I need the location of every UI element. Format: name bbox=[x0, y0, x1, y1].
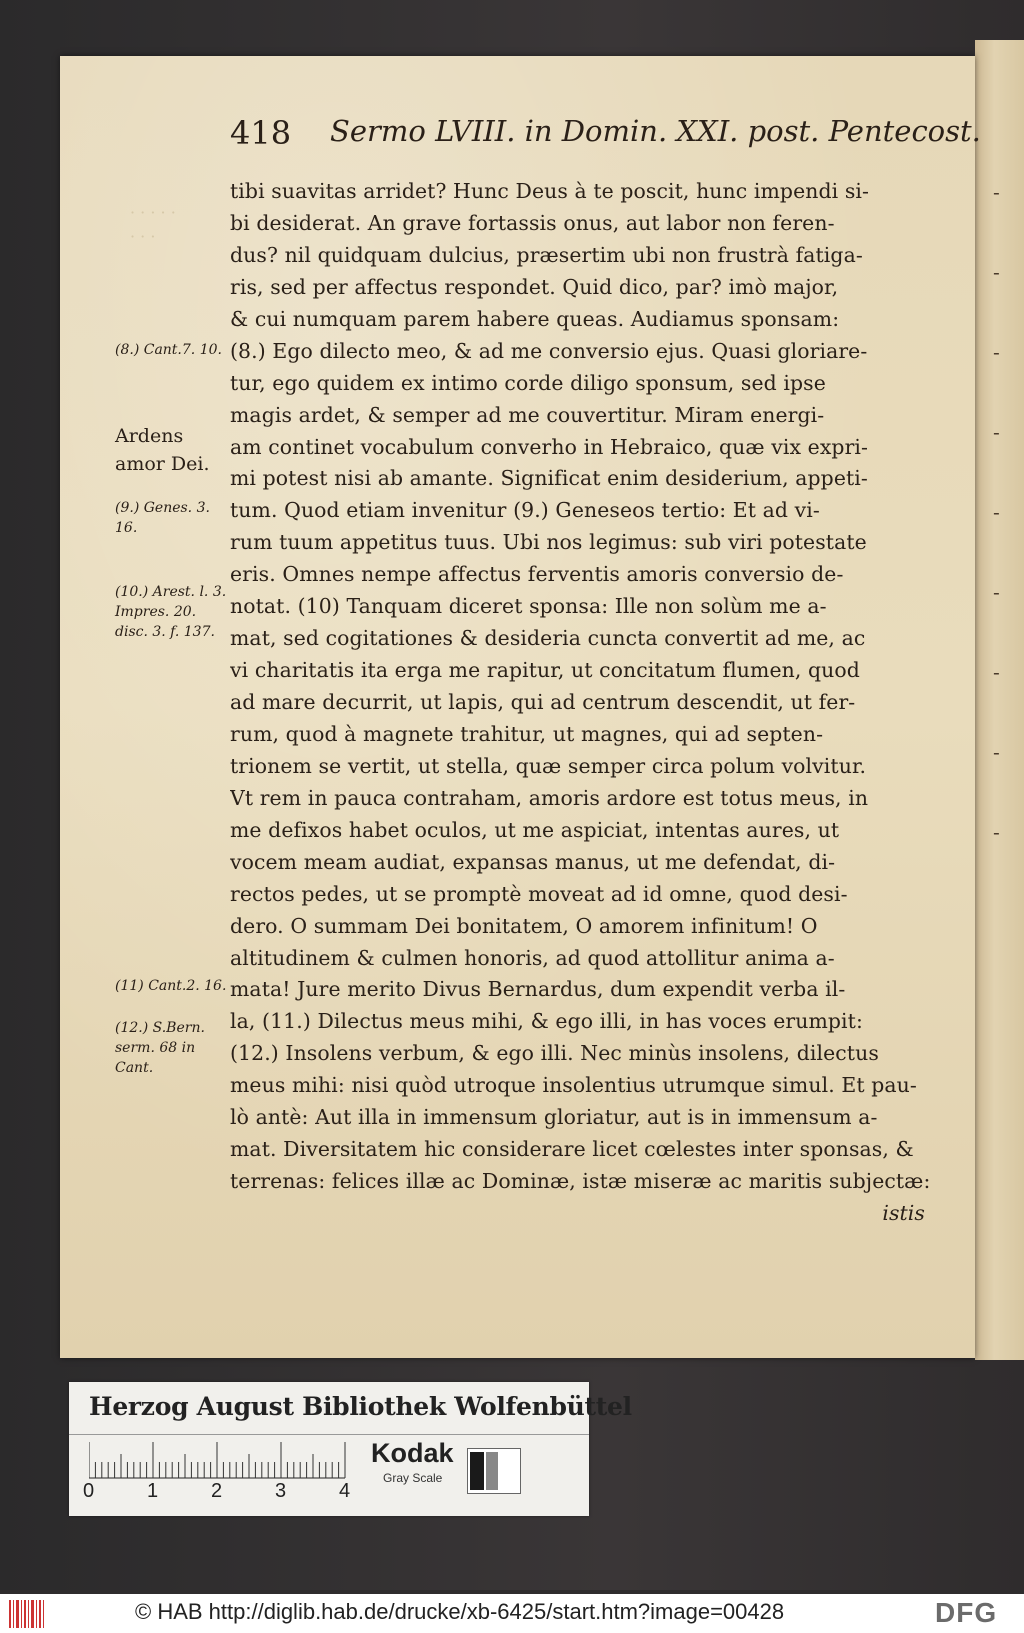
library-name: Herzog August Bibliothek Wolfenbüttel bbox=[89, 1392, 632, 1421]
text-line: mat, sed cogitationes & desideria cuncta convertit ad me, ac bbox=[230, 626, 866, 651]
text-line: bi desiderat. An grave fortassis onus, aut labor non feren- bbox=[230, 210, 835, 235]
ruler-label: 4 bbox=[339, 1480, 351, 1502]
text-line: (8.) Ego dilecto meo, & ad me conversio ejus. Quasi gloriare- bbox=[230, 338, 868, 363]
footer-bar bbox=[0, 1594, 1024, 1633]
text-line: notat. (10) Tanquam diceret sponsa: Ille non solùm me a- bbox=[230, 594, 827, 619]
ruler-label: 1 bbox=[147, 1480, 159, 1502]
ruler-label: 3 bbox=[275, 1480, 287, 1502]
text-line: rum tuum appetitus tuus. Ubi nos legimus: sub viri potestate bbox=[230, 530, 867, 555]
text-line: Vt rem in pauca contraham, amoris ardore est totus meus, in bbox=[230, 785, 869, 810]
bleed-through-marks: · · · · · · · · bbox=[130, 203, 176, 246]
text-line: eris. Omnes nempe affectus ferventis amoris conversio de- bbox=[230, 562, 844, 587]
text-line: me defixos habet oculos, ut me aspiciat, intentas aures, ut bbox=[230, 817, 840, 842]
text-line: vi charitatis ita erga me rapitur, ut concitatum flumen, quod bbox=[230, 658, 860, 683]
ruler bbox=[83, 1442, 419, 1508]
text-line: rectos pedes, ut se promptè moveat ad id omne, quod desi- bbox=[230, 881, 848, 906]
ruler-label: 2 bbox=[211, 1480, 223, 1502]
margin-note: (10.) Arest. l. 3. Impres. 20. disc. 3. f. 137. bbox=[115, 584, 227, 640]
dfg-logo: DFG bbox=[935, 1597, 998, 1628]
margin-note: (9.) Genes. 3. 16. bbox=[115, 500, 210, 536]
text-line: mata! Jure merito Divus Bernardus, dum expendit verba il- bbox=[230, 977, 846, 1002]
margin-note-heading: Ardens amor Dei. bbox=[115, 425, 210, 475]
text-line: altitudinem & culmen honoris, ad quod attollitur anima a- bbox=[230, 945, 835, 970]
text-line: magis ardet, & semper ad me couvertitur. Miram energi- bbox=[230, 402, 825, 427]
margin-note: (8.) Cant.7. 10. bbox=[115, 342, 222, 358]
text-line: mat. Diversitatem hic considerare licet cœlestes inter sponsas, & bbox=[230, 1137, 914, 1162]
text-line: vocem meam audiat, expansas manus, ut me defendat, di- bbox=[230, 849, 836, 874]
barcode-icon bbox=[8, 1598, 48, 1630]
text-line: am continet vocabulum converho in Hebraico, quæ vix expri- bbox=[230, 434, 869, 459]
text-line: la, (11.) Dilectus meus mihi, & ego illi, in has voces erumpit: bbox=[230, 1009, 863, 1034]
adjacent-page-edge: - - - - - - - - - bbox=[975, 40, 1024, 1360]
gray-scale-label: Gray Scale bbox=[383, 1471, 443, 1485]
text-line: trionem se vertit, ut stella, quæ semper circa polum volvitur. bbox=[230, 753, 867, 778]
text-line: meus mihi: nisi quòd utroque insolentius utrumque simul. Et pau- bbox=[230, 1073, 917, 1098]
text-line: mi potest nisi ab amante. Significat enim desiderium, appeti- bbox=[230, 466, 868, 491]
text-line: terrenas: felices illæ ac Dominæ, istæ miseræ ac maritis subjectæ: bbox=[230, 1169, 931, 1194]
text-line: rum, quod à magnete trahitur, ut magnes, qui ad septen- bbox=[230, 721, 824, 746]
text-line: lò antè: Aut illa in immensum gloriatur, aut is in immensum a- bbox=[230, 1105, 878, 1130]
page-header bbox=[230, 114, 981, 164]
margin-note: (11) Cant.2. 16. bbox=[115, 978, 227, 994]
text-line: & cui numquam parem habere queas. Audiamus sponsam: bbox=[230, 306, 840, 331]
text-line: ad mare decurrit, ut lapis, qui ad centrum descendit, ut fer- bbox=[230, 690, 856, 714]
color-calibration-card bbox=[69, 1382, 632, 1516]
ruler-label: 0 bbox=[83, 1480, 95, 1502]
margin-note: (12.) S.Bern. serm. 68 in Cant. bbox=[115, 1020, 205, 1076]
text-line: dus? nil quidquam dulcius, præsertim ubi non frustrà fatiga- bbox=[230, 242, 863, 267]
page-number: 418 bbox=[230, 114, 292, 152]
text-line: tur, ego quidem ex intimo corde diligo sponsum, sed ipse bbox=[230, 370, 826, 395]
text-line: tum. Quod etiam invenitur (9.) Geneseos tertio: Et ad vi- bbox=[230, 498, 820, 523]
text-line: tibi suavitas arridet? Hunc Deus à te poscit, hunc impendi si- bbox=[230, 179, 870, 203]
card-divider bbox=[69, 1434, 589, 1435]
gray-scale-swatch bbox=[467, 1448, 521, 1494]
kodak-logo: Kodak bbox=[371, 1438, 454, 1468]
book-page bbox=[60, 56, 981, 1358]
running-title: Sermo LVIII. in Domin. XXI. post. Pentecost. bbox=[330, 114, 981, 148]
ruler-ticks bbox=[89, 1442, 389, 1482]
catchword: istis bbox=[882, 1201, 925, 1225]
text-line: (12.) Insolens verbum, & ego illi. Nec minùs insolens, dilectus bbox=[230, 1041, 879, 1066]
footer-copyright-link[interactable]: © HAB http://diglib.hab.de/drucke/xb-6425/start.htm?image=00428 bbox=[135, 1599, 785, 1624]
body-text bbox=[230, 176, 1000, 1230]
text-line: ris, sed per affectus respondet. Quid dico, par? imò major, bbox=[230, 274, 839, 299]
text-line: dero. O summam Dei bonitatem, O amorem infinitum! O bbox=[230, 913, 818, 938]
